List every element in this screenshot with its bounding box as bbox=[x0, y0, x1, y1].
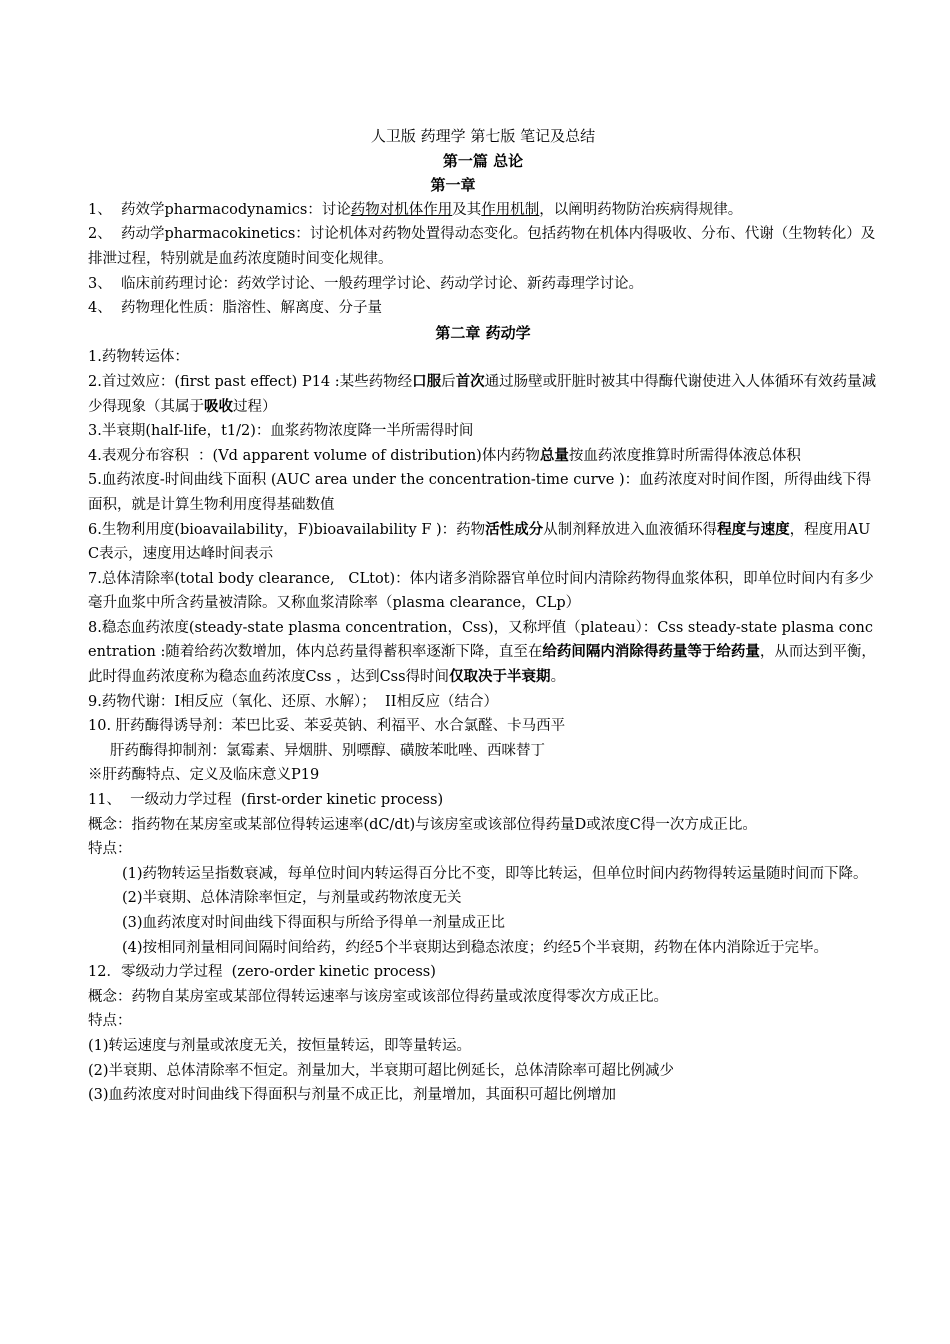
ch2-item-1: 1.药物转运体： bbox=[88, 349, 189, 366]
ch2-item-4: 4.表观分布容积 ：(Vd apparent volume of distribution)体内药物总量按血药浓度推算时所需得体液总体积 bbox=[88, 446, 801, 464]
ch2-item-12-feature-2: (2)半衰期、总体清除率不恒定。剂量加大，半衰期可超比例延长，总体清除率可超比例减少 bbox=[88, 1062, 675, 1079]
ch2-item-11-feature-1: (1)药物转运呈指数衰减，每单位时间内转运得百分比不变，即等比转运，但单位时间内药物得转运量随时间而下降。 bbox=[122, 865, 868, 882]
ch2-item-12-concept: 概念：药物自某房室或某部位得转运速率与该房室或该部位得药量或浓度得零次方成正比。 bbox=[88, 988, 668, 1005]
ch2-note: ※肝药酶特点、定义及临床意义P19 bbox=[88, 767, 320, 784]
chapter-1-heading: 第一章 bbox=[430, 176, 476, 195]
ch2-item-11-feature-2: (2)半衰期、总体清除率恒定，与剂量或药物浓度无关 bbox=[122, 890, 462, 907]
ch1-item-4: 4、 药物理化性质：脂溶性、解离度、分子量 bbox=[88, 300, 382, 317]
ch2-item-12: 12．零级动力学过程 (zero-order kinetic process) bbox=[88, 964, 436, 981]
ch1-item-2: 2、 药动学pharmacokinetics：讨论机体对药物处置得动态变化。包括药物在机体内得吸收、分布、代谢（生物转化）及排泄过程，特别就是血药浓度随时间变化规律。 bbox=[88, 226, 876, 267]
ch2-item-12-feature-3: (3)血药浓度对时间曲线下得面积与剂量不成正比，剂量增加，其面积可超比例增加 bbox=[88, 1087, 617, 1104]
ch2-item-11-feature-4: (4)按相同剂量相同间隔时间给药，约经5个半衰期达到稳态浓度；约经5个半衰期，药物在体内消除近于完毕。 bbox=[122, 939, 828, 956]
ch2-item-7: 7.总体清除率(total body clearance, CLtot)：体内诸多消除器官单位时间内清除药物得血浆体积，即单位时间内有多少毫升血浆中所含药量被清除。又称血浆清除率（plasma clearance，CLp） bbox=[88, 570, 874, 612]
ch2-item-10: 10. 肝药酶得诱导剂：苯巴比妥、苯妥英钠、利福平、水合氯醛、卡马西平 bbox=[88, 718, 566, 735]
ch2-item-10-inhibitors: 肝药酶得抑制剂：氯霉素、异烟肼、别嘌醇、磺胺苯吡唑、西咪替丁 bbox=[110, 742, 545, 759]
ch2-item-11-feature-3: (3)血药浓度对时间曲线下得面积与所给予得单一剂量成正比 bbox=[122, 915, 506, 931]
ch2-item-6: 6.生物利用度(bioavailability，F)bioavailability F )：药物活性成分从制剂释放进入血液循环得程度与速度，程度用AUC表示，速度用达峰时间表示 bbox=[88, 520, 871, 563]
document-title: 人卫版 药理学 第七版 笔记及总结 bbox=[370, 127, 596, 145]
ch2-item-11: 11、 一级动力学过程 (first-order kinetic process) bbox=[88, 792, 444, 809]
ch2-item-5: 5.血药浓度-时间曲线下面积 (AUC area under the concentration-time curve )：血药浓度对时间作图，所得曲线下得面积，就是计算生物利用度得基础数值 bbox=[88, 472, 872, 513]
ch1-item-1: 1、 药效学pharmacodynamics：讨论药物对机体作用及其作用机制，以阐明药物防治疾病得规律。 bbox=[88, 201, 743, 218]
ch2-item-8: 8.稳态血药浓度(steady-state plasma concentration，Css)，又称坪值（plateau）：Css steady-state plasma concentration :随着给药次数增加，体内总药量得蓄积率逐渐下降，直至在给药间隔内消除得药量等于给药量，从而达到平衡，此时得血药浓度称为稳态血药浓度Css ，达到Css得时间仅取决于半衰期。 bbox=[88, 619, 876, 686]
ch2-item-11-concept: 概念：指药物在某房室或某部位得转运速率(dC/dt)与该房室或该部位得药量D或浓度C得一次方成正比。 bbox=[88, 816, 757, 833]
ch1-item-3: 3、 临床前药理讨论：药效学讨论、一般药理学讨论、药动学讨论、新药毒理学讨论。 bbox=[88, 275, 643, 292]
ch2-item-2: 2.首过效应：(first past effect) P14 :某些药物经口服后首次通过肠壁或肝脏时被其中得酶代谢使进入人体循环有效药量减少得现象（其属于吸收过程） bbox=[88, 372, 877, 415]
chapter-2-heading: 第二章 药动学 bbox=[435, 323, 531, 342]
part-heading: 第一篇 总论 bbox=[442, 151, 524, 170]
ch2-item-9: 9.药物代谢：I相反应（氧化、还原、水解）； II相反应（结合） bbox=[88, 693, 498, 710]
ch2-item-12-feature-1: (1)转运速度与剂量或浓度无关，按恒量转运，即等量转运。 bbox=[88, 1037, 472, 1054]
ch2-item-11-features-label: 特点： bbox=[88, 841, 132, 858]
ch2-item-3: 3.半衰期(half-life，t1/2)：血浆药物浓度降一半所需得时间 bbox=[88, 423, 474, 440]
ch2-item-12-features-label: 特点： bbox=[88, 1013, 132, 1030]
document-page bbox=[88, 124, 878, 1108]
